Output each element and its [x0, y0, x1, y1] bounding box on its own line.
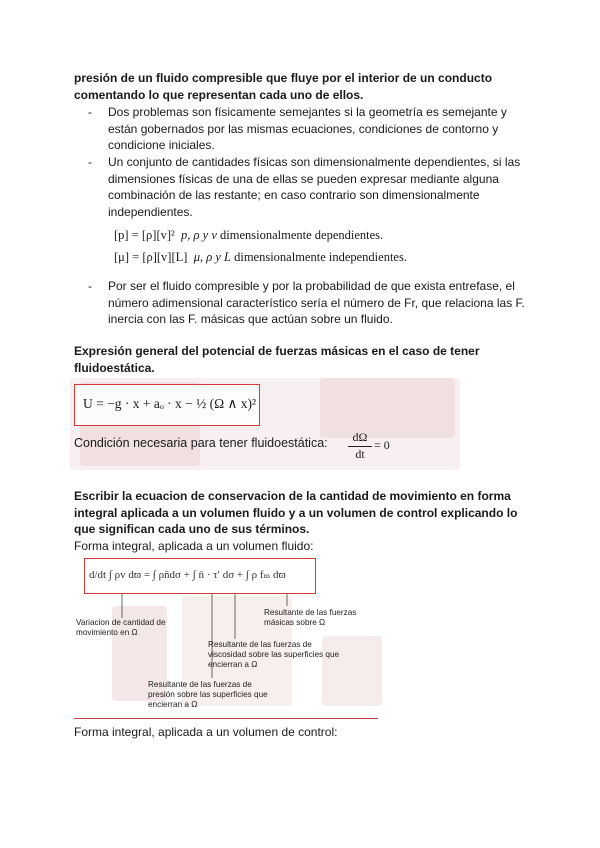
integral-fluid-label: Forma integral, aplicada a un volumen fluido:: [74, 539, 314, 553]
bullet-marker: -: [88, 105, 92, 119]
eq1-formula: [p] = [ρ][v]²: [114, 228, 175, 242]
eq1-text: dimensionalmente dependientes.: [220, 228, 384, 242]
annotation-pressure-forces: Resultante de las fuerzas de presión sobre las superficies que encierran a Ω: [148, 680, 268, 709]
integral-formula: d/dt ∫ ρv dϖ = ∫ ρn̄dσ + ∫ n̄ · τ′ dσ + ∫ ρ fₘ dϖ: [89, 569, 286, 581]
section3-heading: Escribir la ecuacion de conservacion de la cantidad de movimiento en forma integral aplicada a un volumen fluido y a un volumen de control explicando lo que significan cada uno de sus términos.: [74, 489, 518, 536]
section1-heading: presión de un fluido compresible que fluye por el interior de un conducto comentando lo que representan cada uno de ellos.: [74, 71, 493, 102]
condition-formula-fraction: [348, 430, 372, 462]
eq2-formula: [μ] = [ρ][v][L]: [114, 250, 188, 264]
integral-control-label: Forma integral, aplicada a un volumen de control:: [74, 725, 338, 739]
bullet-marker: -: [88, 155, 92, 169]
potential-formula: U = −g · x + aₒ · x − ½ (Ω ∧ x)²: [83, 396, 257, 411]
section-divider: [74, 718, 378, 719]
eq1-vars: p, ρ y v: [181, 228, 217, 242]
bullet-dimensional-dependence: Un conjunto de cantidades físicas son dimensionalmente dependientes, si las dimensiones físicas de una de ellas se pueden expresar mediante alguna combinación de las restante; en caso contrario son dimensionalmente independientes.: [108, 155, 521, 219]
watermark-shape: [320, 378, 455, 438]
annotation-mass-forces: Resultante de las fuerzas másicas sobre Ω: [264, 608, 357, 627]
integral-figure: [72, 556, 390, 716]
condition-numerator: dΩ: [348, 430, 372, 447]
bullet-marker: -: [88, 279, 92, 293]
potential-figure: [70, 378, 460, 470]
potential-formula-box: [74, 384, 260, 426]
condition-rhs: = 0: [374, 438, 390, 452]
bullet-froude: Por ser el fluido compresible y por la probabilidad de que exista entrefase, el número adimensional característico sería el número de Fr, que relaciona las F. inercia con las F. másicas que actúan sobre un fluido.: [108, 279, 525, 326]
equation-pressure: [114, 228, 383, 243]
bullet-similarity: Dos problemas son físicamente semejantes si la geometría es semejante y están gobernados por las mismas ecuaciones, condiciones de contorno y condicione iniciales.: [108, 105, 507, 152]
annotation-variation: Variacion de cantidad de movimiento en Ω: [76, 618, 166, 637]
equation-viscosity: [114, 250, 407, 265]
section2-heading: Expresión general del potencial de fuerzas másicas en el caso de tener fluidoestática.: [74, 344, 480, 375]
condition-label: Condición necesaria para tener fluidoestática:: [74, 436, 328, 450]
condition-denominator: dt: [355, 447, 365, 461]
annotation-viscous-forces: Resultante de las fuerzas de viscosidad sobre las superficies que encierran a Ω: [208, 640, 340, 669]
eq2-vars: μ, ρ y L: [193, 250, 231, 264]
eq2-text: dimensionalmente independientes.: [234, 250, 407, 264]
